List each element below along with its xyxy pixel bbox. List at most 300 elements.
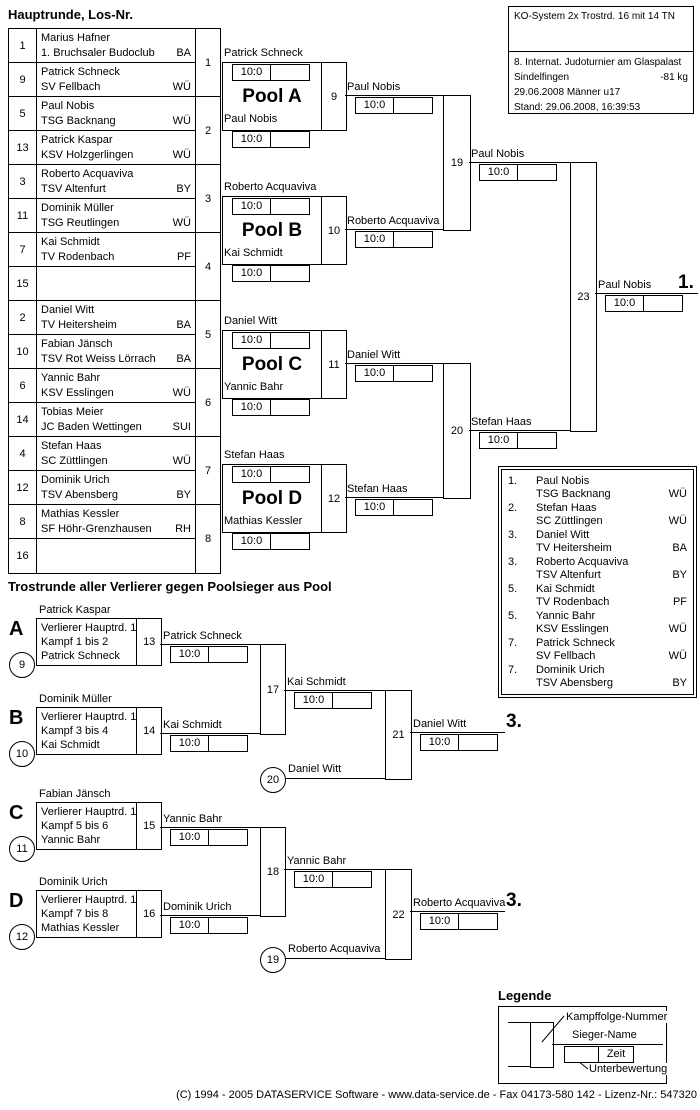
result-region: WÜ	[668, 650, 687, 662]
score-value: 10:0	[233, 534, 271, 549]
legend-matchno-label: Kampffolge-Nummer	[566, 1011, 668, 1023]
final-winner-name: Paul Nobis	[598, 279, 652, 291]
match-13-number: 13	[136, 619, 161, 665]
result-entry	[508, 556, 687, 582]
score-value: 10:0	[233, 65, 271, 80]
pool-c-top-name: Daniel Witt	[224, 315, 278, 327]
result-name: Yannic Bahr	[536, 610, 596, 622]
fighter-region: BY	[176, 489, 191, 501]
match-22-entrant-name: Roberto Acquaviva	[288, 943, 381, 955]
bracket-line	[284, 690, 385, 691]
result-entry	[508, 583, 687, 609]
table-row	[9, 335, 195, 369]
match-9-winner-name: Paul Nobis	[347, 81, 401, 93]
fighter-club: JC Baden Wettingen	[41, 421, 142, 433]
bracket-line	[469, 430, 570, 431]
fighter-club: 1. Bruchsaler Budoclub	[41, 47, 155, 59]
fighter-club: SF Höhr-Grenzhausen	[41, 523, 152, 535]
third-place-label: 3.	[506, 711, 522, 732]
bracket-line	[284, 958, 385, 959]
los-number: 2	[9, 301, 37, 334]
time-cell	[271, 534, 309, 549]
result-club: TSV Abensberg	[536, 677, 614, 689]
score-value: 10:0	[233, 132, 271, 147]
result-name: Roberto Acquaviva	[536, 556, 629, 568]
result-rank: 5.	[508, 610, 518, 622]
result-name: Daniel Witt	[536, 529, 590, 541]
fighter-club: TSV Altenfurt	[41, 183, 106, 195]
time-cell	[271, 333, 309, 348]
match-23-box	[570, 162, 597, 432]
score-box	[294, 871, 372, 888]
fighter-region: WÜ	[172, 387, 191, 399]
time-cell	[271, 266, 309, 281]
table-row	[9, 165, 195, 199]
score-value: 10:0	[171, 647, 209, 662]
pool-a-label: Pool A	[242, 85, 302, 107]
result-name: Dominik Urich	[536, 664, 605, 676]
match-17-winner-name: Kai Schmidt	[287, 676, 346, 688]
bracket-line	[469, 162, 570, 163]
fighter-name: Tobias Meier	[41, 406, 104, 418]
result-region: PF	[672, 596, 687, 608]
score-box	[232, 399, 310, 416]
fighter-name: Patrick Kaspar	[41, 134, 113, 146]
score-box	[479, 432, 557, 449]
table-row	[9, 539, 195, 573]
fighter-club: SV Fellbach	[41, 81, 101, 93]
pool-c-bottom-name: Yannic Bahr	[224, 381, 284, 393]
legend-subscore-cell	[565, 1047, 599, 1062]
score-value: 10:0	[233, 333, 271, 348]
section-c-seed-name: Fabian Jänsch	[39, 788, 111, 800]
table-row	[9, 29, 195, 63]
result-club: SC Züttlingen	[536, 515, 603, 527]
fighter-name: Dominik Urich	[41, 474, 110, 486]
score-value: 10:0	[421, 735, 459, 750]
legend-line	[552, 1044, 663, 1045]
match-16-winner-name: Dominik Urich	[163, 901, 232, 913]
score-box	[355, 231, 433, 248]
time-cell	[209, 918, 247, 933]
los-number: 12	[9, 471, 37, 504]
result-club: TV Heitersheim	[536, 542, 612, 554]
table-row	[9, 131, 195, 165]
result-entry	[508, 529, 687, 555]
fighter-region: WÜ	[172, 149, 191, 161]
score-box	[605, 295, 683, 312]
pool-b-label: Pool B	[241, 219, 303, 241]
fighter-club: TSV Rot Weiss Lörrach	[41, 353, 156, 365]
section-c-box	[36, 802, 162, 850]
section-b-line2: Kampf 3 bis 4	[41, 725, 109, 737]
time-cell	[394, 232, 432, 247]
time-cell	[333, 693, 371, 708]
bracket-line	[160, 644, 260, 645]
pool-b-bottom-name: Kai Schmidt	[224, 247, 283, 259]
bracket-line	[160, 827, 260, 828]
section-b-line1: Verlierer Hauptrd. 1	[41, 711, 137, 723]
result-region: BY	[672, 677, 687, 689]
result-club: TV Rodenbach	[536, 596, 610, 608]
fighter-name: Mathias Kessler	[41, 508, 120, 520]
pair-number: 7	[196, 437, 220, 505]
draw-table	[8, 28, 221, 574]
los-number: 13	[9, 131, 37, 164]
time-cell	[394, 366, 432, 381]
match-18-winner-name: Yannic Bahr	[287, 855, 347, 867]
fighter-name: Paul Nobis	[41, 100, 95, 112]
fighter-region: WÜ	[172, 115, 191, 127]
time-cell	[209, 736, 247, 751]
fighter-name: Daniel Witt	[41, 304, 95, 316]
legend-score-box	[564, 1046, 634, 1063]
page-title: Hauptrunde, Los-Nr.	[8, 7, 133, 22]
section-b-letter: B	[9, 707, 24, 729]
fighter-region: SUI	[172, 421, 191, 433]
section-a-seed-name: Patrick Kaspar	[39, 604, 111, 616]
score-box	[232, 131, 310, 148]
match-12-number: 12	[321, 465, 346, 532]
result-rank: 3.	[508, 529, 518, 541]
fighter-region: WÜ	[172, 81, 191, 93]
section-d-box	[36, 890, 162, 938]
los-number: 1	[9, 29, 37, 62]
result-entry	[508, 475, 687, 501]
match-20-box	[443, 363, 471, 499]
feeder-circle-20: 20	[260, 767, 286, 793]
fighter-region: WÜ	[172, 455, 191, 467]
score-value: 10:0	[233, 266, 271, 281]
result-name: Paul Nobis	[536, 475, 590, 487]
table-row	[9, 505, 195, 539]
feeder-circle-12: 12	[9, 924, 35, 950]
score-box	[420, 913, 498, 930]
result-entry	[508, 664, 687, 690]
score-box	[420, 734, 498, 751]
fighter-club: TSV Abensberg	[41, 489, 119, 501]
pair-number: 3	[196, 165, 220, 233]
section-d-line3: Mathias Kessler	[41, 922, 120, 934]
time-cell	[394, 500, 432, 515]
info-box	[508, 6, 694, 114]
los-number: 6	[9, 369, 37, 402]
fighter-club: TSG Backnang	[41, 115, 116, 127]
pool-d-top-name: Stefan Haas	[224, 449, 285, 461]
bracket-line	[345, 95, 443, 96]
time-cell	[644, 296, 682, 311]
score-value: 10:0	[356, 98, 394, 113]
match-23-number: 23	[577, 291, 590, 303]
match-14-winner-name: Kai Schmidt	[163, 719, 222, 731]
fighter-club: SC Züttlingen	[41, 455, 108, 467]
match-12-winner-name: Stefan Haas	[347, 483, 408, 495]
fighter-name: Marius Hafner	[41, 32, 111, 44]
ko-system-line: KO-System 2x Trostrd. 16 mit 14 TN	[509, 7, 693, 52]
result-rank: 2.	[508, 502, 518, 514]
section-d-letter: D	[9, 890, 24, 912]
score-box	[232, 332, 310, 349]
match-21-box	[385, 690, 412, 780]
match-15-winner-name: Yannic Bahr	[163, 813, 223, 825]
bracket-line	[160, 733, 260, 734]
result-rank: 3.	[508, 556, 518, 568]
result-name: Stefan Haas	[536, 502, 597, 514]
score-value: 10:0	[171, 918, 209, 933]
bracket-line	[345, 497, 443, 498]
fighter-region: BY	[176, 183, 191, 195]
match-18-number: 18	[266, 866, 280, 878]
result-entry	[508, 502, 687, 528]
time-cell	[459, 914, 497, 929]
fighter-name: Kai Schmidt	[41, 236, 100, 248]
score-value: 10:0	[480, 433, 518, 448]
los-number: 15	[9, 267, 37, 300]
pool-b-top-name: Roberto Acquaviva	[224, 181, 317, 193]
match-14-number: 14	[136, 708, 161, 754]
legend-sub-label: Unterbewertung	[589, 1063, 668, 1075]
time-cell	[333, 872, 371, 887]
match-19-winner-name: Paul Nobis	[471, 148, 525, 160]
bracket-line	[160, 915, 260, 916]
score-box	[170, 917, 248, 934]
match-18-box	[260, 827, 286, 917]
fighter-name: Dominik Müller	[41, 202, 114, 214]
legend-title: Legende	[498, 988, 552, 1003]
section-b-line3: Kai Schmidt	[41, 739, 100, 751]
pair-column	[195, 29, 220, 573]
pool-d-label: Pool D	[241, 487, 303, 509]
time-cell	[394, 98, 432, 113]
table-row	[9, 63, 195, 97]
score-value: 10:0	[233, 467, 271, 482]
result-club: TSV Altenfurt	[536, 569, 601, 581]
los-number: 3	[9, 165, 37, 198]
time-cell	[271, 65, 309, 80]
los-number: 9	[9, 63, 37, 96]
bracket-line	[410, 732, 505, 733]
bracket-line	[345, 363, 443, 364]
result-rank: 1.	[508, 475, 518, 487]
event-date-class: 29.06.2008 Männer u17	[514, 87, 621, 98]
result-region: WÜ	[668, 515, 687, 527]
score-box	[294, 692, 372, 709]
result-club: TSG Backnang	[536, 488, 611, 500]
result-entry	[508, 637, 687, 663]
table-row	[9, 267, 195, 301]
third-place-label: 3.	[506, 890, 522, 911]
score-box	[355, 499, 433, 516]
fighter-region: BA	[176, 353, 191, 365]
match-20-winner-name: Stefan Haas	[471, 416, 532, 428]
score-box	[479, 164, 557, 181]
section-b-seed-name: Dominik Müller	[39, 693, 112, 705]
footer-copyright: (C) 1994 - 2005 DATASERVICE Software - www.data-service.de - Fax 04173-580 142 - Lizenz-Nr.: 547320	[176, 1089, 697, 1101]
section-c-line3: Yannic Bahr	[41, 834, 101, 846]
score-box	[232, 533, 310, 550]
fighter-club: TV Heitersheim	[41, 319, 117, 331]
time-cell	[518, 433, 556, 448]
fighter-region: BA	[176, 319, 191, 331]
score-value: 10:0	[233, 199, 271, 214]
los-number: 8	[9, 505, 37, 538]
match-16-number: 16	[136, 891, 161, 937]
score-value: 10:0	[171, 830, 209, 845]
match-9-number: 9	[321, 63, 346, 130]
table-row	[9, 199, 195, 233]
section-d-line1: Verlierer Hauptrd. 1	[41, 894, 137, 906]
pool-a-top-name: Patrick Schneck	[224, 47, 303, 59]
bracket-line	[595, 293, 698, 294]
pool-a-bottom-name: Paul Nobis	[224, 113, 278, 125]
table-row	[9, 437, 195, 471]
bracket-line	[410, 911, 505, 912]
fighter-name: Patrick Schneck	[41, 66, 120, 78]
score-box	[232, 198, 310, 215]
score-value: 10:0	[356, 232, 394, 247]
score-value: 10:0	[356, 500, 394, 515]
time-cell	[209, 647, 247, 662]
pair-number: 8	[204, 533, 212, 545]
feeder-circle-11: 11	[9, 836, 35, 862]
pool-d-bottom-name: Mathias Kessler	[224, 515, 303, 527]
result-rank: 7.	[508, 637, 518, 649]
weight-class: -81 kg	[660, 72, 688, 83]
section-d-seed-name: Dominik Urich	[39, 876, 108, 888]
section-d-line2: Kampf 7 bis 8	[41, 908, 109, 920]
fighter-region: WÜ	[172, 217, 191, 229]
score-box	[232, 466, 310, 483]
feeder-circle-9: 9	[9, 652, 35, 678]
result-name: Patrick Schneck	[536, 637, 615, 649]
result-club: KSV Esslingen	[536, 623, 609, 635]
pair-number: 5	[196, 301, 220, 369]
score-value: 10:0	[421, 914, 459, 929]
match-21-number: 21	[392, 729, 405, 741]
score-box	[232, 265, 310, 282]
pair-number: 6	[196, 369, 220, 437]
los-number: 14	[9, 403, 37, 436]
result-region: WÜ	[668, 488, 687, 500]
result-name: Kai Schmidt	[536, 583, 595, 595]
match-22-box	[385, 869, 412, 960]
match-19-box	[443, 95, 471, 231]
match-11-number: 11	[321, 331, 346, 398]
bracket-line	[284, 869, 385, 870]
score-box	[170, 646, 248, 663]
time-cell	[271, 467, 309, 482]
score-value: 10:0	[606, 296, 644, 311]
table-row	[9, 471, 195, 505]
time-cell	[518, 165, 556, 180]
score-box	[355, 97, 433, 114]
score-value: 10:0	[295, 872, 333, 887]
time-cell	[459, 735, 497, 750]
match-10-winner-name: Roberto Acquaviva	[347, 215, 440, 227]
pair-number: 2	[196, 97, 220, 165]
fighter-club: TV Rodenbach	[41, 251, 115, 263]
los-number: 10	[9, 335, 37, 368]
score-box	[170, 829, 248, 846]
fighter-club: TSG Reutlingen	[41, 217, 120, 229]
legend-winner-label: Sieger-Name	[572, 1029, 637, 1041]
result-club: SV Fellbach	[536, 650, 596, 662]
section-c-letter: C	[9, 802, 24, 824]
match-20-number: 20	[450, 425, 464, 437]
score-box	[355, 365, 433, 382]
result-rank: 7.	[508, 664, 518, 676]
fighter-name: Fabian Jänsch	[41, 338, 113, 350]
fighter-name: Roberto Acquaviva	[41, 168, 134, 180]
match-17-number: 17	[266, 683, 280, 696]
fighter-region: BA	[176, 47, 191, 59]
pool-c-label: Pool C	[241, 353, 303, 375]
section-a-box	[36, 618, 162, 666]
section-a-letter: A	[9, 618, 24, 640]
table-row	[9, 233, 195, 267]
match-19-number: 19	[450, 157, 464, 169]
match-22-number: 22	[392, 908, 405, 921]
bracket-line	[345, 229, 443, 230]
fighter-region: RH	[175, 523, 191, 535]
fighter-region: PF	[176, 251, 191, 263]
match-10-number: 10	[321, 197, 346, 264]
los-number: 16	[9, 539, 37, 573]
event-title: 8. Internat. Judoturnier am Glaspalast	[514, 57, 682, 68]
match-21-winner-name: Daniel Witt	[413, 718, 467, 730]
score-box	[170, 735, 248, 752]
los-number: 7	[9, 233, 37, 266]
pair-number: 4	[196, 233, 220, 301]
feeder-circle-19: 19	[260, 947, 286, 973]
los-number: 4	[9, 437, 37, 470]
match-17-box	[260, 644, 286, 735]
section-a-line1: Verlierer Hauptrd. 1	[41, 622, 137, 634]
match-22-winner-name: Roberto Acquaviva	[413, 897, 506, 909]
time-cell	[271, 400, 309, 415]
fighter-club: KSV Esslingen	[41, 387, 114, 399]
first-place-label: 1.	[678, 272, 694, 293]
table-row	[9, 403, 195, 437]
section-c-line2: Kampf 5 bis 6	[41, 820, 109, 832]
stand-timestamp: Stand: 29.06.2008, 16:39:53	[514, 102, 641, 113]
score-value: 10:0	[295, 693, 333, 708]
match-13-winner-name: Patrick Schneck	[163, 630, 242, 642]
score-value: 10:0	[171, 736, 209, 751]
bracket-line	[284, 778, 385, 779]
result-region: BA	[672, 542, 687, 554]
table-row	[9, 97, 195, 131]
table-row	[9, 301, 195, 335]
section-b-box	[36, 707, 162, 755]
score-value: 10:0	[356, 366, 394, 381]
table-row	[9, 369, 195, 403]
event-city: Sindelfingen	[514, 72, 570, 83]
result-region: BY	[672, 569, 687, 581]
section-a-line3: Patrick Schneck	[41, 650, 120, 662]
section-c-line1: Verlierer Hauptrd. 1	[41, 806, 137, 818]
match-15-number: 15	[136, 803, 161, 849]
fighter-name: Yannic Bahr	[41, 372, 101, 384]
consolation-title: Trostrunde aller Verlierer gegen Poolsieger aus Pool	[8, 579, 332, 594]
score-value: 10:0	[480, 165, 518, 180]
result-rank: 5.	[508, 583, 518, 595]
los-number: 5	[9, 97, 37, 130]
section-a-line2: Kampf 1 bis 2	[41, 636, 109, 648]
match-21-entrant-name: Daniel Witt	[288, 763, 342, 775]
time-cell	[209, 830, 247, 845]
score-value: 10:0	[233, 400, 271, 415]
